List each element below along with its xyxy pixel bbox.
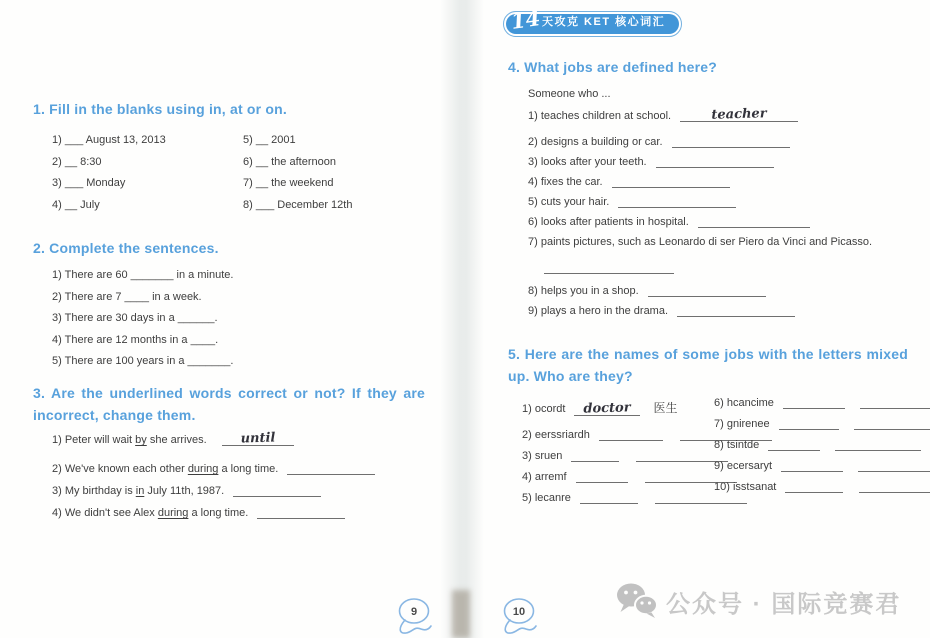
answer-blank <box>257 507 345 519</box>
exercise-item: 7) __ the weekend <box>243 177 334 190</box>
item-text: 3) looks after your teeth. <box>528 156 647 168</box>
exercise-item <box>52 463 375 475</box>
item-text-post: July 11th, 1987. <box>144 485 225 497</box>
answer-blank <box>677 305 795 317</box>
exercise-item <box>528 216 872 228</box>
exercise-item: 5) There are 100 years in a _______. <box>52 355 234 368</box>
section-3-heading-line2: incorrect, change them. <box>33 407 196 423</box>
exercise-item <box>714 481 930 493</box>
section-5-heading-line1: 5. Here are the names of some jobs with the letters mixed <box>508 346 908 362</box>
exercise-item <box>52 430 375 447</box>
exercise-item <box>528 236 872 248</box>
answer-blank <box>222 430 294 447</box>
item-text: 7) paints pictures, such as Leonardo di ser Piero da Vinci and Picasso. <box>528 236 873 248</box>
item-text: 6) hcancime <box>714 397 774 409</box>
item-text-pre: 3) My birthday is <box>52 485 136 497</box>
watermark <box>616 582 901 620</box>
answer-blank <box>779 418 839 430</box>
meaning-blank <box>835 439 921 451</box>
page-number: 9 <box>410 606 418 618</box>
page-number-badge-right <box>500 596 538 638</box>
item-text: 7) gnirenee <box>714 418 770 430</box>
exercise-item <box>528 285 872 297</box>
answer-blank <box>287 463 375 475</box>
exercise-item: 3) There are 30 days in a ______. <box>52 312 218 325</box>
section-2-items <box>52 268 233 376</box>
exercise-item <box>52 485 375 497</box>
section-1-heading: 1. Fill in the blanks using in, at or on. <box>33 101 287 117</box>
meaning-text: 医生 <box>653 401 678 415</box>
answer-blank <box>672 136 790 148</box>
item-text: 1) teaches children at school. <box>528 110 672 122</box>
item-text: 3) sruen <box>522 450 563 462</box>
item-text: 8) tsintde <box>714 439 760 451</box>
answer-blank <box>783 397 845 409</box>
exercise-item: 8) ___ December 12th <box>243 198 353 211</box>
underlined-word: in <box>135 485 145 497</box>
section-3-heading <box>33 385 425 423</box>
answer-blank <box>680 106 798 123</box>
exercise-item: 1) ___ August 13, 2013 <box>52 134 166 146</box>
item-text-pre: 4) We didn't see Alex <box>52 507 158 519</box>
exercise-item: 4) There are 12 months in a ____. <box>52 333 219 346</box>
exercise-item <box>528 305 872 317</box>
section-4-intro: Someone who ... <box>528 88 611 100</box>
section-4-heading: 4. What jobs are defined here? <box>508 59 718 75</box>
page-number: 10 <box>512 606 526 618</box>
book-spine-shadow <box>452 590 470 638</box>
item-text: 2) eerssriardh <box>522 429 590 441</box>
answer-blank <box>576 471 628 483</box>
answer-blank <box>618 196 736 208</box>
exercise-item <box>528 156 872 168</box>
exercise-item <box>714 418 930 430</box>
section-4-items <box>528 106 873 317</box>
exercise-item <box>52 507 375 519</box>
section-3-heading-line1: 3. Are the underlined words correct or not? If they are <box>33 385 425 401</box>
section-3-items <box>52 430 375 519</box>
meaning-blank <box>655 492 747 504</box>
section-5-items-right <box>714 397 930 493</box>
item-text: 2) designs a building or car. <box>528 136 663 148</box>
chapter-day-number: 14 <box>509 5 542 34</box>
answer-blank <box>785 481 843 493</box>
answer-blank <box>612 176 730 188</box>
exercise-item <box>528 136 872 148</box>
answer-blank <box>656 156 774 168</box>
item-text: 9) ecersaryt <box>714 460 773 472</box>
answer-blank <box>768 439 820 451</box>
item-text: 1) ocordt <box>522 403 566 415</box>
meaning-blank <box>860 397 930 409</box>
item-text: 4) fixes the car. <box>528 176 603 188</box>
chapter-badge-title: 天攻克 KET 核心词汇 <box>506 14 679 34</box>
exercise-item: 5) __ 2001 <box>243 134 296 146</box>
section-5-heading-line2: up. Who are they? <box>508 368 633 384</box>
handwritten-answer: until <box>240 430 276 447</box>
answer-blank <box>698 216 810 228</box>
item-text-post: she arrives. <box>146 434 207 446</box>
answer-blank <box>599 429 663 441</box>
meaning-blank <box>858 460 930 472</box>
answer-blank <box>781 460 843 472</box>
exercise-item: 6) __ the afternoon <box>243 155 336 168</box>
answer-blank <box>574 400 640 417</box>
exercise-item-continuation <box>528 262 872 274</box>
exercise-item <box>714 460 930 472</box>
exercise-item: 1) There are 60 _______ in a minute. <box>52 269 234 281</box>
exercise-item <box>528 106 872 123</box>
handwritten-answer: doctor <box>583 400 632 417</box>
exercise-item <box>714 439 930 451</box>
meaning-blank <box>859 481 930 493</box>
answer-blank <box>580 492 638 504</box>
handwritten-answer: teacher <box>711 106 767 123</box>
chapter-badge <box>503 5 682 37</box>
exercise-item: 2) __ 8:30 <box>52 155 102 168</box>
item-text: 8) helps you in a shop. <box>528 285 639 297</box>
exercise-item <box>522 492 772 504</box>
section-5-heading <box>508 346 908 384</box>
answer-blank <box>233 485 321 497</box>
item-text: 4) arremf <box>522 471 567 483</box>
book-spine <box>440 0 484 638</box>
meaning-blank <box>854 418 930 430</box>
underlined-word: by <box>135 434 147 446</box>
answer-blank <box>544 262 674 274</box>
exercise-item <box>714 397 930 409</box>
exercise-item: 3) ___ Monday <box>52 177 126 190</box>
wechat-icon <box>616 582 658 620</box>
exercise-item: 4) __ July <box>52 198 100 211</box>
item-text-pre: 2) We've known each other <box>52 463 188 475</box>
underlined-word: during <box>157 507 189 519</box>
item-text: 5) lecanre <box>522 492 571 504</box>
exercise-item <box>528 196 872 208</box>
item-text-post: a long time. <box>218 463 279 475</box>
item-text: 6) looks after patients in hospital. <box>528 216 689 228</box>
item-text: 10) isstsanat <box>714 481 777 493</box>
section-2-heading: 2. Complete the sentences. <box>33 240 219 256</box>
page-number-badge-left <box>395 596 433 638</box>
section-1-items <box>52 133 352 219</box>
underlined-word: during <box>187 463 219 475</box>
answer-blank <box>571 450 619 462</box>
exercise-item <box>528 176 872 188</box>
answer-blank <box>648 285 766 297</box>
exercise-item: 2) There are 7 ____ in a week. <box>52 290 202 303</box>
item-text-post: a long time. <box>188 507 249 519</box>
item-text: 9) plays a hero in the drama. <box>528 305 669 317</box>
watermark-text: 公众号 · 国际竞赛君 <box>666 590 902 618</box>
item-text-pre: 1) Peter will wait <box>52 434 136 446</box>
item-text: 5) cuts your hair. <box>528 196 610 208</box>
